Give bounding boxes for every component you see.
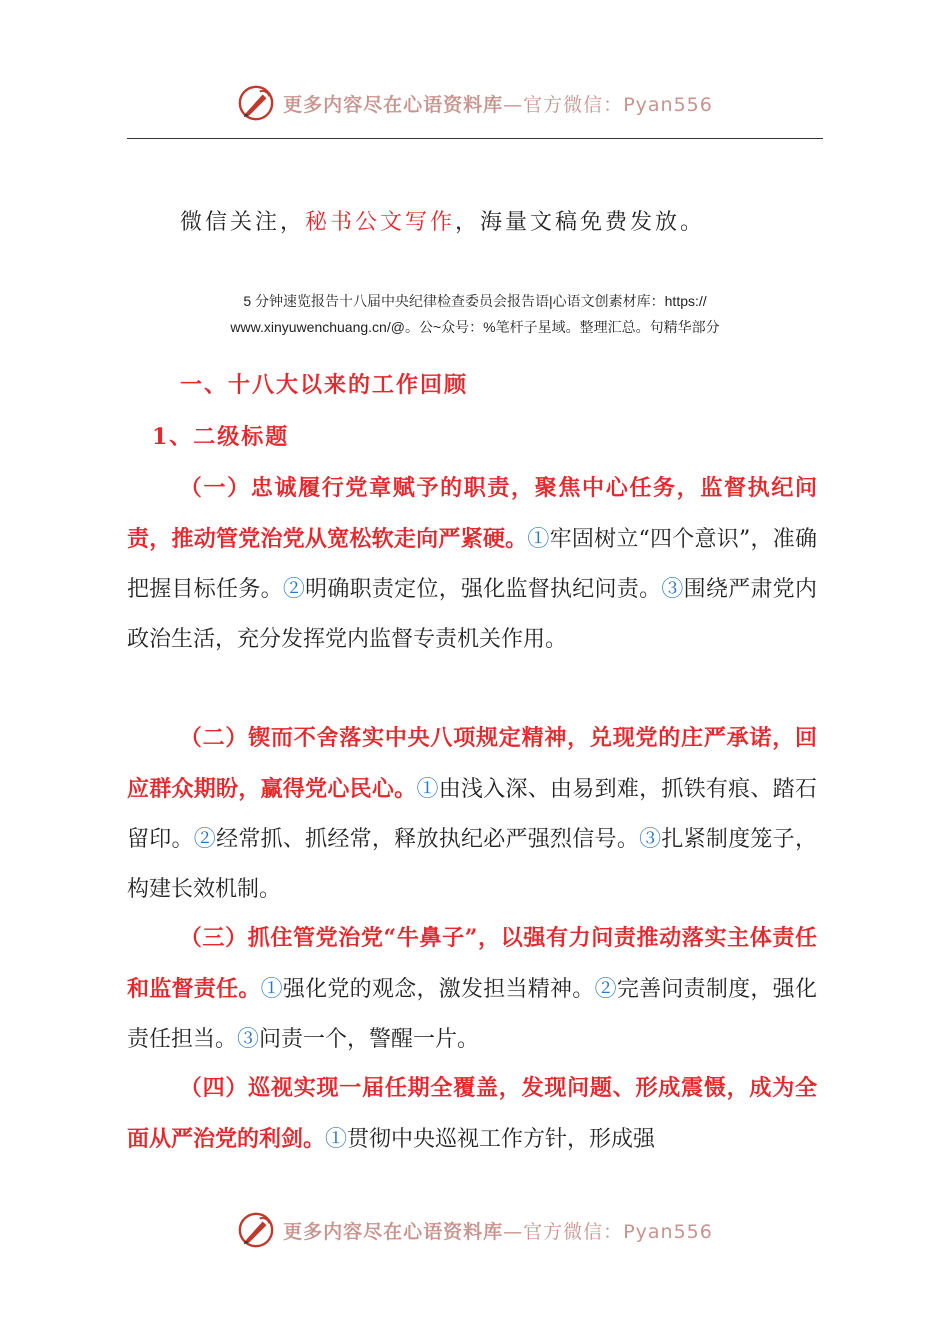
item-text: 贯彻中央巡视工作方针，形成强 [347,1127,656,1152]
banner-wechat-id: Pyan556 [623,93,713,116]
footer-banner [0,1205,950,1255]
item-number: ① [416,777,439,802]
item-text: 经常抓、抓经常，释放执纪必严强烈信号。 [216,827,640,852]
banner-dash: — [503,1220,524,1243]
source-line-2: www.xinyuwenchuang.cn/@。公~众号：%笔杆子星域。整理汇总。句精华部分 [230,319,720,335]
item-number: ① [527,527,550,552]
item-text: 扎紧制度笼子，构建长效机制。 [127,827,817,902]
banner-main: 更多内容尽在心语资料库 [283,93,504,116]
paragraph-head: （四）巡视实现一届任期全覆盖，发现问题、形成震慑，成为全面从严治党的利剑。 [127,1075,817,1152]
banner-dash: — [503,93,524,116]
paragraph-1 [127,463,817,665]
banner-text [283,1217,713,1244]
paragraph-head: （二）锲而不舍落实中央八项规定精神，兑现党的庄严承诺，回应群众期盼，赢得党心民心。 [127,725,817,802]
follow-line [180,205,705,236]
banner-official: 官方微信： [523,93,624,116]
paragraph-head: （一）忠诚履行党章赋予的职责，聚焦中心任务，监督执纪问责，推动管党治党从宽松软走向严紧硬。 [127,475,817,552]
follow-suffix: ，海量文稿免费发放。 [455,210,706,235]
banner-main: 更多内容尽在心语资料库 [283,1220,504,1243]
follow-prefix: 微信关注， [180,210,306,235]
follow-account: 秘书公文写作 [305,210,456,235]
subsection-heading: 1、二级标题 [152,424,290,450]
banner-official: 官方微信： [523,1220,624,1243]
item-number: ③ [639,827,662,852]
item-text: 问责一个，警醒一片。 [259,1027,480,1052]
header-divider [127,138,823,139]
paragraph-4 [127,1063,817,1165]
item-number: ② [594,977,617,1002]
source-note [150,288,800,340]
banner-text [283,90,713,117]
item-text: 强化党的观念，激发担当精神。 [282,977,595,1002]
item-number: ① [260,977,283,1002]
paragraph-head: （三）抓住管党治党“牛鼻子”，以强有力问责推动落实主体责任和监督责任。 [127,925,817,1002]
paragraph-3 [127,913,817,1065]
section-heading: 一、十八大以来的工作回顾 [180,372,469,398]
item-number: ③ [237,1027,260,1052]
item-number: ③ [661,577,684,602]
item-text: 围绕严肃党内政治生活，充分发挥党内监督专责机关作用。 [127,577,817,652]
item-text: 完善问责制度，强化责任担当。 [127,977,817,1052]
pen-logo-icon [237,1211,275,1249]
pen-logo-icon [237,84,275,122]
item-number: ① [325,1127,348,1152]
item-text: 牢固树立“四个意识”，准确把握目标任务。 [127,527,817,602]
source-line-1: 5 分钟速览报告十八届中央纪律检查委员会报告语|心语文创素材库：https:// [243,293,707,309]
header-banner [0,78,950,128]
item-number: ② [193,827,217,852]
item-number: ② [282,577,306,602]
item-text: 明确职责定位，强化监督执纪问责。 [305,577,662,602]
banner-wechat-id: Pyan556 [623,1220,713,1243]
paragraph-2 [127,713,817,915]
item-text: 由浅入深、由易到难，抓铁有痕、踏石留印。 [127,777,817,852]
